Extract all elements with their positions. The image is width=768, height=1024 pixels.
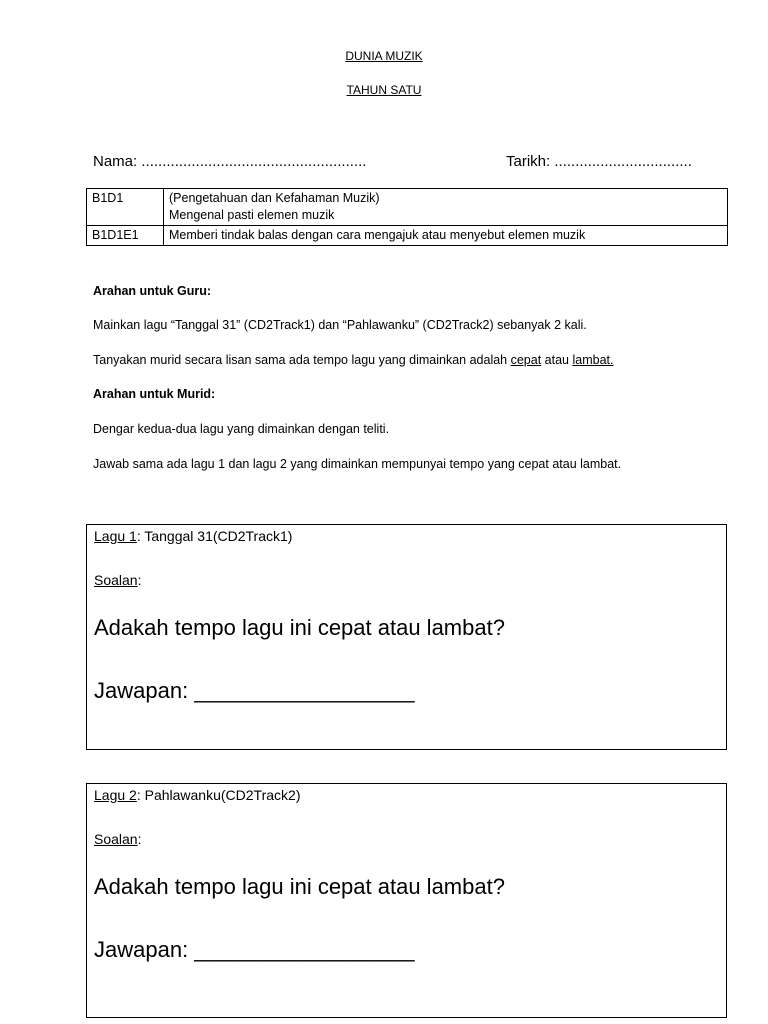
soalan-heading: [94, 572, 141, 588]
tarikh-blank: .................................: [554, 153, 692, 170]
standard-description: Memberi tindak balas dengan cara mengajuk atau menyebut elemen muzik: [164, 226, 728, 246]
question-text: Adakah tempo lagu ini cepat atau lambat?: [94, 615, 505, 640]
tarikh-field: [506, 153, 692, 170]
soalan-colon: :: [137, 831, 142, 847]
answer-field[interactable]: Jawapan: __________________: [94, 678, 415, 703]
nama-blank: ......................................................: [141, 153, 367, 170]
soalan-heading: [94, 831, 141, 847]
soalan-label: Soalan: [94, 831, 138, 847]
table-row: [87, 226, 728, 246]
document-subtitle: TAHUN SATU: [346, 83, 422, 97]
question-text: Adakah tempo lagu ini cepat atau lambat?: [94, 874, 505, 899]
keyword-cepat: cepat: [510, 353, 542, 367]
teacher-instruction-2: [93, 353, 613, 367]
standard-table: [86, 188, 728, 246]
keyword-lambat: lambat.: [572, 353, 614, 367]
standard-code: B1D1E1: [87, 226, 164, 246]
tarikh-label: Tarikh:: [506, 153, 551, 170]
lagu-heading: [94, 787, 300, 803]
instruction-text: atau: [541, 353, 573, 367]
student-instruction-1: Dengar kedua-dua lagu yang dimainkan dengan teliti.: [93, 422, 390, 436]
soalan-label: Soalan: [94, 572, 138, 588]
table-row: [87, 189, 728, 226]
teacher-instruction-1: Mainkan lagu “Tanggal 31” (CD2Track1) dan “Pahlawanku” (CD2Track2) sebanyak 2 kali.: [93, 318, 587, 332]
lagu-label: Lagu 2: [94, 787, 137, 803]
nama-field: [93, 153, 366, 170]
instruction-text: Tanyakan murid secara lisan sama ada tempo lagu yang dimainkan adalah: [93, 353, 511, 367]
document-title: DUNIA MUZIK: [345, 49, 423, 63]
description-line: (Pengetahuan dan Kefahaman Muzik): [169, 191, 380, 205]
standard-description: [164, 189, 728, 226]
nama-label: Nama:: [93, 153, 138, 170]
question-box-2: [86, 783, 727, 1018]
lagu-heading: [94, 528, 292, 544]
answer-field[interactable]: Jawapan: __________________: [94, 937, 415, 962]
question-box-1: [86, 524, 727, 750]
student-instruction-2: Jawab sama ada lagu 1 dan lagu 2 yang dimainkan mempunyai tempo yang cepat atau lambat.: [93, 457, 622, 471]
teacher-heading: Arahan untuk Guru:: [93, 284, 212, 298]
lagu-title: : Tanggal 31(CD2Track1): [136, 528, 293, 544]
lagu-label: Lagu 1: [94, 528, 137, 544]
student-heading: Arahan untuk Murid:: [93, 387, 216, 401]
standard-code: B1D1: [87, 189, 164, 226]
description-line: Mengenal pasti elemen muzik: [169, 208, 335, 222]
soalan-colon: :: [137, 572, 142, 588]
lagu-title: : Pahlawanku(CD2Track2): [136, 787, 301, 803]
